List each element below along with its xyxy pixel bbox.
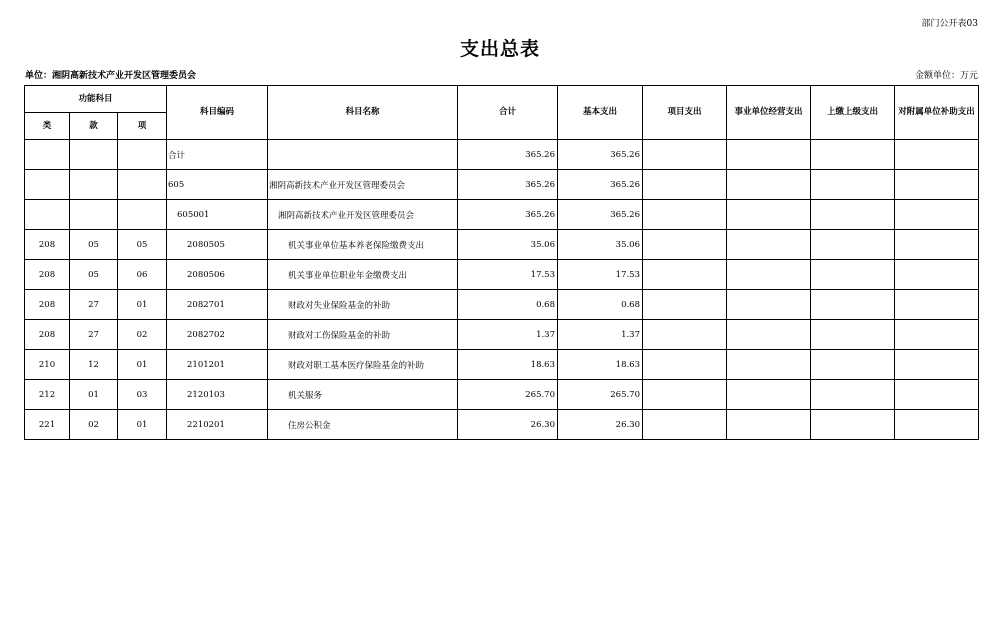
cell-name: 机关事业单位职业年金缴费支出	[268, 260, 458, 290]
cell-upper	[811, 350, 895, 380]
cell-enterprise	[727, 140, 811, 170]
header-upper: 上缴上级支出	[811, 86, 895, 140]
table-row	[25, 350, 979, 380]
cell-total: 1.37	[458, 320, 558, 350]
cell-name: 财政对工伤保险基金的补助	[268, 320, 458, 350]
cell-project	[643, 410, 727, 440]
cell-total: 17.53	[458, 260, 558, 290]
cell-basic: 35.06	[558, 230, 643, 260]
cell-total: 265.70	[458, 380, 558, 410]
cell-upper	[811, 200, 895, 230]
cell-upper	[811, 410, 895, 440]
cell-xiang	[118, 200, 167, 230]
cell-xiang	[118, 140, 167, 170]
header-kuan: 款	[70, 113, 118, 140]
cell-subsidy	[895, 410, 979, 440]
cell-name: 机关事业单位基本养老保险缴费支出	[268, 230, 458, 260]
table-row	[25, 230, 979, 260]
header-project: 项目支出	[643, 86, 727, 140]
cell-name: 财政对失业保险基金的补助	[268, 290, 458, 320]
cell-basic: 365.26	[558, 140, 643, 170]
cell-enterprise	[727, 200, 811, 230]
cell-kuan	[70, 200, 118, 230]
cell-code: 合计	[167, 140, 268, 170]
cell-kuan: 02	[70, 410, 118, 440]
cell-basic: 17.53	[558, 260, 643, 290]
cell-upper	[811, 260, 895, 290]
cell-upper	[811, 140, 895, 170]
cell-code: 605001	[167, 200, 268, 230]
table-row	[25, 290, 979, 320]
table-row	[25, 320, 979, 350]
cell-project	[643, 290, 727, 320]
cell-code: 2080505	[167, 230, 268, 260]
header-func-subject: 功能科目	[25, 86, 167, 113]
cell-subsidy	[895, 170, 979, 200]
cell-enterprise	[727, 230, 811, 260]
cell-code: 2101201	[167, 350, 268, 380]
cell-lei: 210	[25, 350, 70, 380]
cell-basic: 18.63	[558, 350, 643, 380]
cell-lei: 208	[25, 290, 70, 320]
cell-xiang: 01	[118, 410, 167, 440]
cell-subsidy	[895, 320, 979, 350]
cell-enterprise	[727, 260, 811, 290]
cell-upper	[811, 380, 895, 410]
cell-kuan	[70, 140, 118, 170]
header-total: 合计	[458, 86, 558, 140]
cell-xiang: 03	[118, 380, 167, 410]
cell-code: 2082702	[167, 320, 268, 350]
cell-subsidy	[895, 200, 979, 230]
cell-code: 2080506	[167, 260, 268, 290]
table-row	[25, 170, 979, 200]
table-row	[25, 200, 979, 230]
cell-upper	[811, 320, 895, 350]
cell-lei: 221	[25, 410, 70, 440]
expenditure-table	[24, 85, 979, 440]
cell-xiang	[118, 170, 167, 200]
cell-total: 35.06	[458, 230, 558, 260]
cell-upper	[811, 290, 895, 320]
cell-xiang: 05	[118, 230, 167, 260]
cell-project	[643, 320, 727, 350]
cell-upper	[811, 170, 895, 200]
cell-total: 26.30	[458, 410, 558, 440]
table-row	[25, 140, 979, 170]
cell-name	[268, 140, 458, 170]
cell-name: 湘阴高新技术产业开发区管理委员会	[268, 200, 458, 230]
cell-name: 机关服务	[268, 380, 458, 410]
cell-subsidy	[895, 260, 979, 290]
cell-basic: 1.37	[558, 320, 643, 350]
unit-label: 单位：湘阴高新技术产业开发区管理委员会	[25, 71, 197, 81]
cell-project	[643, 380, 727, 410]
cell-code: 2120103	[167, 380, 268, 410]
cell-lei	[25, 140, 70, 170]
cell-upper	[811, 230, 895, 260]
cell-subsidy	[895, 350, 979, 380]
cell-name: 财政对职工基本医疗保险基金的补助	[268, 350, 458, 380]
cell-subsidy	[895, 380, 979, 410]
cell-lei	[25, 170, 70, 200]
cell-code: 2210201	[167, 410, 268, 440]
cell-basic: 26.30	[558, 410, 643, 440]
cell-subsidy	[895, 290, 979, 320]
header-basic: 基本支出	[558, 86, 643, 140]
cell-code: 2082701	[167, 290, 268, 320]
cell-kuan: 05	[70, 260, 118, 290]
cell-enterprise	[727, 350, 811, 380]
cell-kuan: 27	[70, 290, 118, 320]
header-lei: 类	[25, 113, 70, 140]
cell-basic: 365.26	[558, 200, 643, 230]
cell-enterprise	[727, 410, 811, 440]
cell-total: 365.26	[458, 140, 558, 170]
cell-kuan: 05	[70, 230, 118, 260]
cell-kuan: 12	[70, 350, 118, 380]
page-title: 支出总表	[459, 38, 540, 60]
cell-enterprise	[727, 320, 811, 350]
cell-code: 605	[167, 170, 268, 200]
cell-lei: 208	[25, 260, 70, 290]
cell-subsidy	[895, 230, 979, 260]
cell-xiang: 01	[118, 290, 167, 320]
cell-lei: 208	[25, 320, 70, 350]
table-row	[25, 260, 979, 290]
header-enterprise: 事业单位经营支出	[727, 86, 811, 140]
cell-project	[643, 350, 727, 380]
table-row	[25, 380, 979, 410]
cell-total: 365.26	[458, 200, 558, 230]
header-subsidy: 对附属单位补助支出	[895, 86, 979, 140]
cell-lei: 212	[25, 380, 70, 410]
cell-basic: 0.68	[558, 290, 643, 320]
cell-project	[643, 200, 727, 230]
cell-name: 湘阴高新技术产业开发区管理委员会	[268, 170, 458, 200]
cell-lei	[25, 200, 70, 230]
cell-total: 0.68	[458, 290, 558, 320]
cell-project	[643, 170, 727, 200]
cell-xiang: 01	[118, 350, 167, 380]
cell-basic: 265.70	[558, 380, 643, 410]
header-name: 科目名称	[268, 86, 458, 140]
cell-project	[643, 230, 727, 260]
cell-xiang: 06	[118, 260, 167, 290]
cell-subsidy	[895, 140, 979, 170]
cell-enterprise	[727, 170, 811, 200]
cell-project	[643, 140, 727, 170]
table-body	[25, 140, 979, 440]
cell-enterprise	[727, 380, 811, 410]
amount-unit-label: 金额单位：万元	[914, 71, 978, 81]
cell-kuan	[70, 170, 118, 200]
document-number: 部门公开表03	[921, 19, 978, 29]
cell-enterprise	[727, 290, 811, 320]
cell-kuan: 27	[70, 320, 118, 350]
cell-total: 365.26	[458, 170, 558, 200]
cell-xiang: 02	[118, 320, 167, 350]
header-xiang: 项	[118, 113, 167, 140]
cell-name: 住房公积金	[268, 410, 458, 440]
table-row	[25, 410, 979, 440]
cell-project	[643, 260, 727, 290]
cell-total: 18.63	[458, 350, 558, 380]
cell-kuan: 01	[70, 380, 118, 410]
cell-basic: 365.26	[558, 170, 643, 200]
header-code: 科目编码	[167, 86, 268, 140]
cell-lei: 208	[25, 230, 70, 260]
